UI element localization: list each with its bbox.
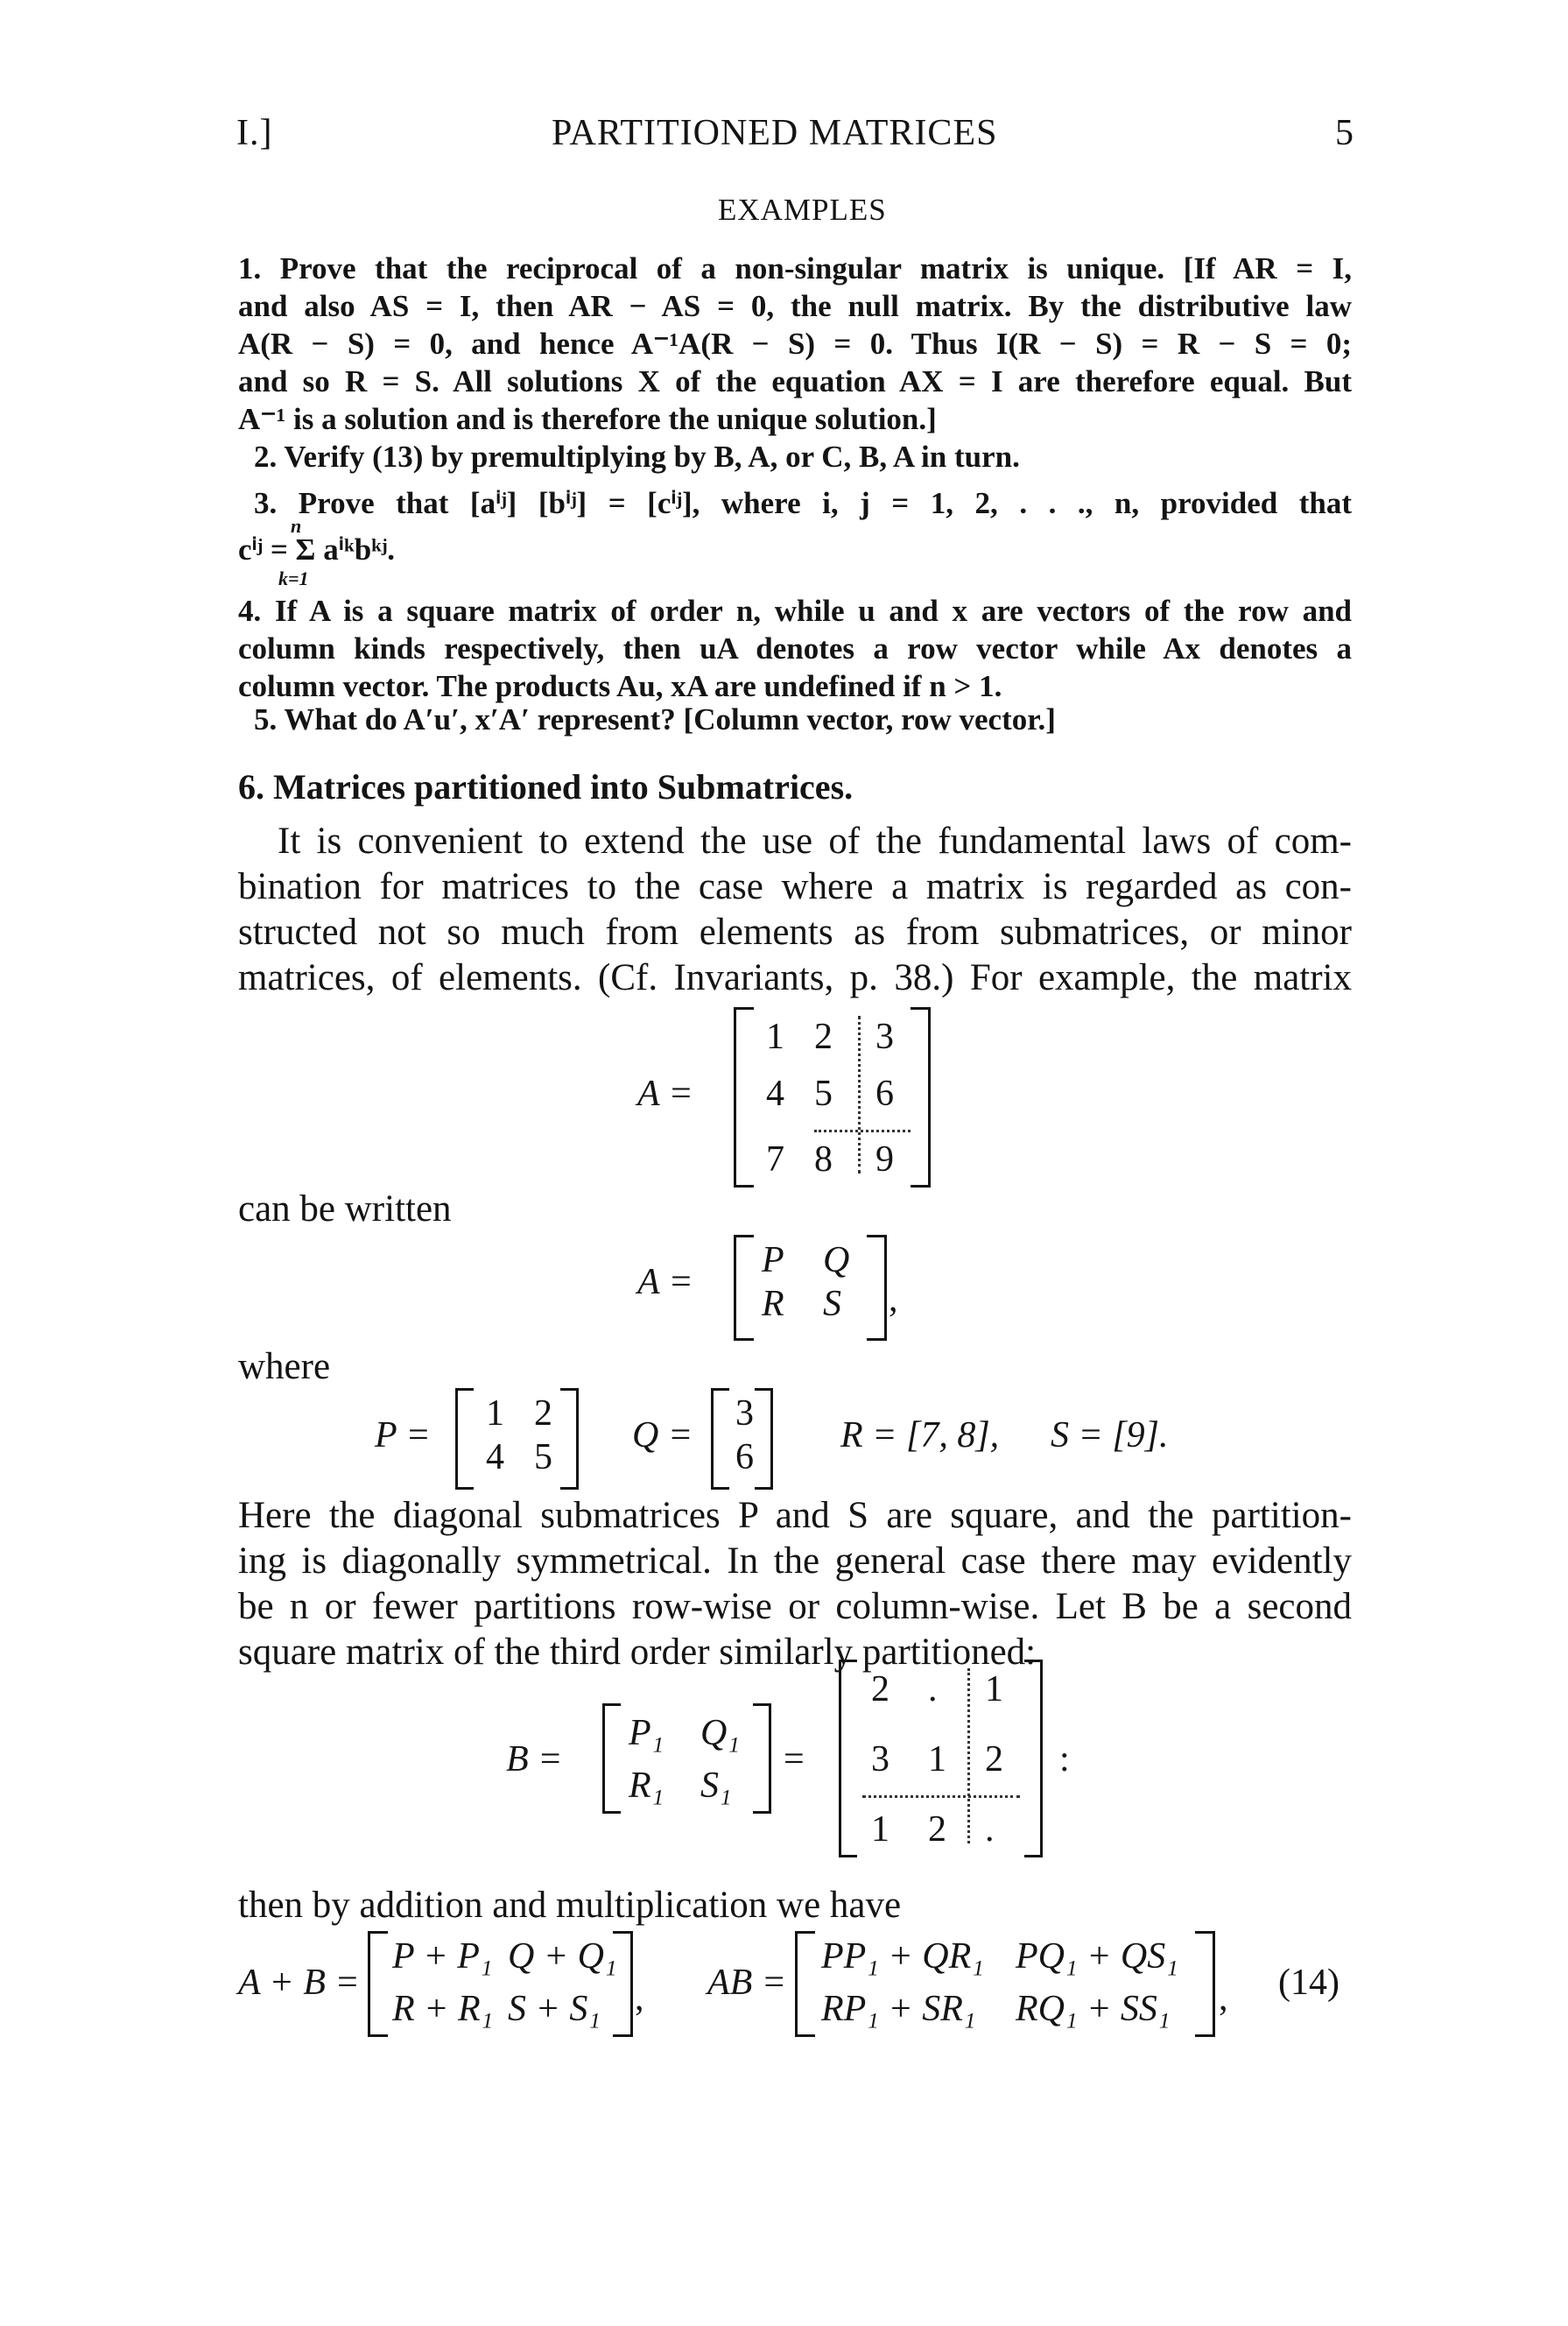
where-text: where	[238, 1346, 331, 1387]
matrix-r-definition: R = [7, 8],	[840, 1415, 1000, 1456]
chapter-marker: I.]	[236, 113, 273, 153]
equals-sign: =	[784, 1739, 805, 1780]
matProd-cell-r0-c1: PQ₁ + QS₁	[1016, 1936, 1178, 1977]
matB-cell-r1-c1: S₁	[700, 1766, 732, 1806]
matBn-cell-r1-c2: 2	[985, 1739, 1003, 1780]
matrix-a-right-bracket	[911, 1007, 931, 1188]
paragraph-2-line-4: square matrix of the third order similarly partitioned:	[238, 1632, 1037, 1673]
example-3	[254, 484, 1352, 522]
matA-cell-r1-c0: 4	[766, 1074, 784, 1114]
product-left-bracket	[795, 1931, 815, 2037]
paragraph-2-line-3: be n or fewer partitions row-wise or column-wise. Let B be a second	[238, 1586, 1352, 1627]
matA-cell-r1-c1: 5	[814, 1074, 833, 1114]
matBn-cell-r2-c2: .	[985, 1809, 995, 1850]
paragraph-2-line-1: Here the diagonal submatrices P and S are square, and the partition-	[238, 1495, 1352, 1536]
sum-lower-limit: k=1	[278, 567, 309, 589]
example-2-number: 2.	[254, 440, 278, 474]
example-4-line-2: column kinds respectively, then uA denotes a row vector while Ax denotes a	[238, 631, 1352, 666]
product-comma: ,	[1219, 1978, 1228, 2019]
example-1-line-2: and also AS = I, then AR − AS = 0, the null matrix. By the distributive law	[238, 289, 1352, 323]
matrix-a2-label: A =	[637, 1262, 693, 1302]
matrix-q-left-bracket	[711, 1388, 729, 1490]
example-5-text: What do A′u′, x′A′ represent? [Column vector, row vector.]	[284, 702, 1056, 737]
sum-left-bracket	[368, 1931, 388, 2037]
matrix-a2-right-bracket	[867, 1235, 887, 1341]
sum-label: A + B =	[238, 1963, 360, 2003]
matrix-p-label: P =	[375, 1415, 431, 1456]
matrix-a-label: A =	[637, 1074, 693, 1114]
matP-cell-r1-c0: 4	[486, 1437, 504, 1477]
matA2-cell-r0-c0: P	[762, 1240, 784, 1280]
matBn-cell-r0-c1: .	[928, 1669, 938, 1709]
matP-cell-r1-c1: 5	[534, 1437, 552, 1477]
matrix-b-label: B =	[506, 1739, 563, 1780]
matrix-b-colon: :	[1059, 1739, 1070, 1780]
paragraph-2	[238, 1493, 1352, 1675]
matB-cell-r1-c0: R₁	[629, 1766, 664, 1806]
matrix-b-numeric-left-bracket	[839, 1660, 857, 1857]
matP-cell-r0-c0: 1	[486, 1393, 504, 1434]
matrix-a2-left-bracket	[734, 1235, 754, 1341]
matBn-cell-r0-c0: 2	[871, 1669, 889, 1709]
matA-cell-r1-c2: 6	[875, 1074, 894, 1114]
matA2-cell-r1-c1: S	[823, 1284, 841, 1324]
matSum-cell-r0-c0: P + P₁	[392, 1936, 493, 1977]
sum-upper-limit: n	[291, 515, 302, 537]
sum-comma: ,	[635, 1978, 644, 2019]
section-heading: 6. Matrices partitioned into Submatrices.	[238, 767, 854, 807]
example-2-text: Verify (13) by premultiplying by B, A, or C, B, A in turn.	[284, 440, 1020, 474]
matSum-cell-r1-c0: R + R₁	[392, 1989, 494, 2029]
matrix-b-right-bracket	[753, 1703, 771, 1814]
matBn-cell-r1-c1: 1	[928, 1739, 946, 1780]
paragraph-1-line-2: bination for matrices to the case where a matrix is regarded as con-	[238, 866, 1352, 907]
matA-cell-r0-c1: 2	[814, 1017, 833, 1057]
matrix-b-numeric-right-bracket	[1024, 1660, 1043, 1857]
example-3-line-1: Prove that [aⁱʲ] [bⁱʲ] = [cⁱʲ], where i, j = 1, 2, . . ., n, provided that	[298, 486, 1352, 520]
matSum-cell-r0-c1: Q + Q₁	[508, 1936, 617, 1977]
product-right-bracket	[1195, 1931, 1215, 2037]
matrix-a-partition-horizontal	[814, 1130, 911, 1132]
paragraph-2-line-2: ing is diagonally symmetrical. In the general case there may evidently	[238, 1540, 1352, 1582]
example-3-number: 3.	[254, 486, 278, 520]
example-4-line-1: If A is a square matrix of order n, while u and x are vectors of the row and	[274, 594, 1352, 628]
matBn-cell-r2-c0: 1	[871, 1809, 889, 1850]
example-1-line-5: A⁻¹ is a solution and is therefore the unique solution.]	[238, 402, 937, 436]
can-be-written-text: can be written	[238, 1188, 452, 1230]
paragraph-1-line-1: It is convenient to extend the use of the fundamental laws of com-	[278, 821, 1352, 862]
matBn-cell-r0-c2: 1	[985, 1669, 1003, 1709]
matA2-cell-r1-c0: R	[762, 1284, 784, 1324]
matrix-q-right-bracket	[755, 1388, 773, 1490]
matrix-b-partition-vertical	[967, 1668, 970, 1843]
example-3-line-2: cⁱʲ = Σ aⁱᵏbᵏʲ.	[238, 532, 396, 567]
example-1-line-4: and so R = S. All solutions X of the equation AX = I are therefore equal. But	[238, 364, 1352, 398]
matrix-p-right-bracket	[560, 1388, 579, 1490]
matrix-b-left-bracket	[602, 1703, 621, 1814]
paragraph-1-line-3: structed not so much from elements as from submatrices, or minor	[238, 912, 1352, 953]
examples-heading: EXAMPLES	[718, 193, 887, 227]
example-1-number: 1.	[238, 251, 262, 285]
matBn-cell-r2-c1: 2	[928, 1809, 946, 1850]
page-number: 5	[1335, 113, 1354, 153]
matrix-a-left-bracket	[734, 1007, 754, 1188]
example-1-line-3: A(R − S) = 0, and hence A⁻¹A(R − S) = 0. Thus I(R − S) = R − S = 0;	[238, 327, 1352, 361]
product-label: AB =	[707, 1963, 787, 2003]
running-title: PARTITIONED MATRICES	[552, 113, 998, 153]
matB-cell-r0-c1: Q₁	[700, 1713, 740, 1753]
matA-cell-r2-c2: 9	[875, 1139, 894, 1180]
matBn-cell-r1-c0: 3	[871, 1739, 889, 1780]
example-2	[254, 438, 1020, 476]
matrix-b-partition-horizontal	[862, 1795, 1020, 1798]
paragraph-1	[238, 819, 1352, 1001]
matrix-q-label: Q =	[632, 1415, 693, 1456]
matrix-a2-comma: ,	[889, 1279, 898, 1320]
matA-cell-r2-c0: 7	[766, 1139, 784, 1180]
matProd-cell-r0-c0: PP₁ + QR₁	[821, 1936, 984, 1977]
matrix-a-partition-vertical	[858, 1016, 861, 1174]
matP-cell-r0-c1: 2	[534, 1393, 552, 1434]
equation-number: (14)	[1278, 1963, 1339, 2003]
matA-cell-r0-c0: 1	[766, 1017, 784, 1057]
example-1	[238, 250, 1352, 438]
matSum-cell-r1-c1: S + S₁	[508, 1989, 601, 2029]
matA-cell-r2-c1: 8	[814, 1139, 833, 1180]
matProd-cell-r1-c1: RQ₁ + SS₁	[1016, 1989, 1171, 2029]
matQ-cell-r0-c0: 3	[735, 1393, 754, 1434]
matB-cell-r0-c0: P₁	[629, 1713, 664, 1753]
matQ-cell-r1-c0: 6	[735, 1437, 754, 1477]
matA-cell-r0-c2: 3	[875, 1017, 894, 1057]
example-1-line-1: Prove that the reciprocal of a non-singular matrix is unique. [If AR = I,	[279, 251, 1352, 285]
example-4-number: 4.	[238, 594, 262, 628]
example-4-line-3: column vector. The products Au, xA are undefined if n > 1.	[238, 669, 1002, 703]
paragraph-1-line-4: matrices, of elements. (Cf. Invariants, p. 38.) For example, the matrix	[238, 957, 1352, 998]
example-5	[254, 701, 1056, 738]
matA2-cell-r0-c1: Q	[823, 1240, 850, 1280]
then-line: then by addition and multiplication we have	[238, 1885, 902, 1926]
example-4	[238, 592, 1352, 705]
example-5-number: 5.	[254, 702, 278, 737]
matProd-cell-r1-c0: RP₁ + SR₁	[821, 1989, 976, 2029]
matrix-s-definition: S = [9].	[1051, 1415, 1169, 1456]
matrix-p-left-bracket	[455, 1388, 474, 1490]
